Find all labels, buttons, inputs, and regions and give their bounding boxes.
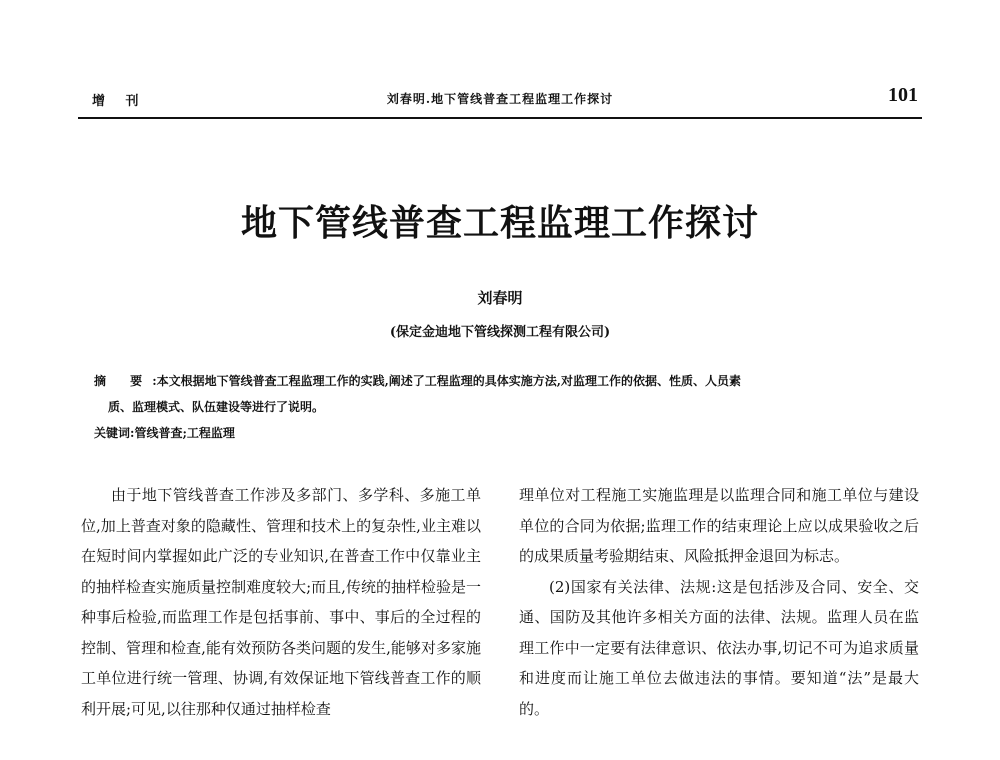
abstract-line-2: 质、监理模式、队伍建设等进行了说明。 <box>108 400 325 414</box>
body-paragraph: 理单位对工程施工实施监理是以监理合同和施工单位与建设单位的合同为依据;监理工作的结束理论上应以成果验收之后的成果质量考验期结束、风险抵押金退回为标志。 <box>519 486 919 565</box>
body-left-column <box>81 480 481 724</box>
abstract-text-1: :本文根据地下管线普查工程监理工作的实践,阐述了工程监理的具体实施方法,对监理工作的依据、性质、人员素 <box>152 374 741 388</box>
page-number: 101 <box>888 84 918 106</box>
affiliation: (保定金迪地下管线探测工程有限公司) <box>389 325 611 340</box>
running-header <box>78 86 922 116</box>
body-paragraph: 由于地下管线普查工作涉及多部门、多学科、多施工单位,加上普查对象的隐藏性、管理和技术上的复杂性,业主难以在短时间内掌握如此广泛的专业知识,在普查工作中仅靠业主的抽样检查实施质量控制难度较大;而且,传统的抽样检验是一种事后检验,而监理工作是包括事前、事中、事后的全过程的控制、管理和检查,能有效预防各类问题的发生,能够对多家施工单位进行统一管理、协调,有效保证地下管线普查工作的顺利开展;可见,以往那种仅通过抽样检查 <box>81 486 481 718</box>
keywords-label: 关键词 <box>94 426 131 440</box>
abstract-label: 摘 要 <box>94 374 153 388</box>
keywords-text: :管线普查;工程监理 <box>130 426 235 440</box>
author: 刘春明 <box>477 289 523 307</box>
abstract-block <box>94 368 914 446</box>
journal-section: 增 刊 <box>92 94 147 109</box>
header-rule <box>78 117 922 119</box>
running-title: 刘春明.地下管线普查工程监理工作探讨 <box>386 92 614 106</box>
paper-title: 地下管线普查工程监理工作探讨 <box>240 202 759 244</box>
body-paragraph: (2)国家有关法律、法规:这是包括涉及合同、安全、交通、国防及其他许多相关方面的法律、法规。监理人员在监理工作中一定要有法律意识、依法办事,切记不可为追求质量和进度而让施工单位去做违法的事情。要知道“法”是最大的。 <box>519 577 919 718</box>
abstract-line-1 <box>94 368 914 394</box>
body-right-column <box>519 480 919 724</box>
keywords-line <box>94 420 914 446</box>
